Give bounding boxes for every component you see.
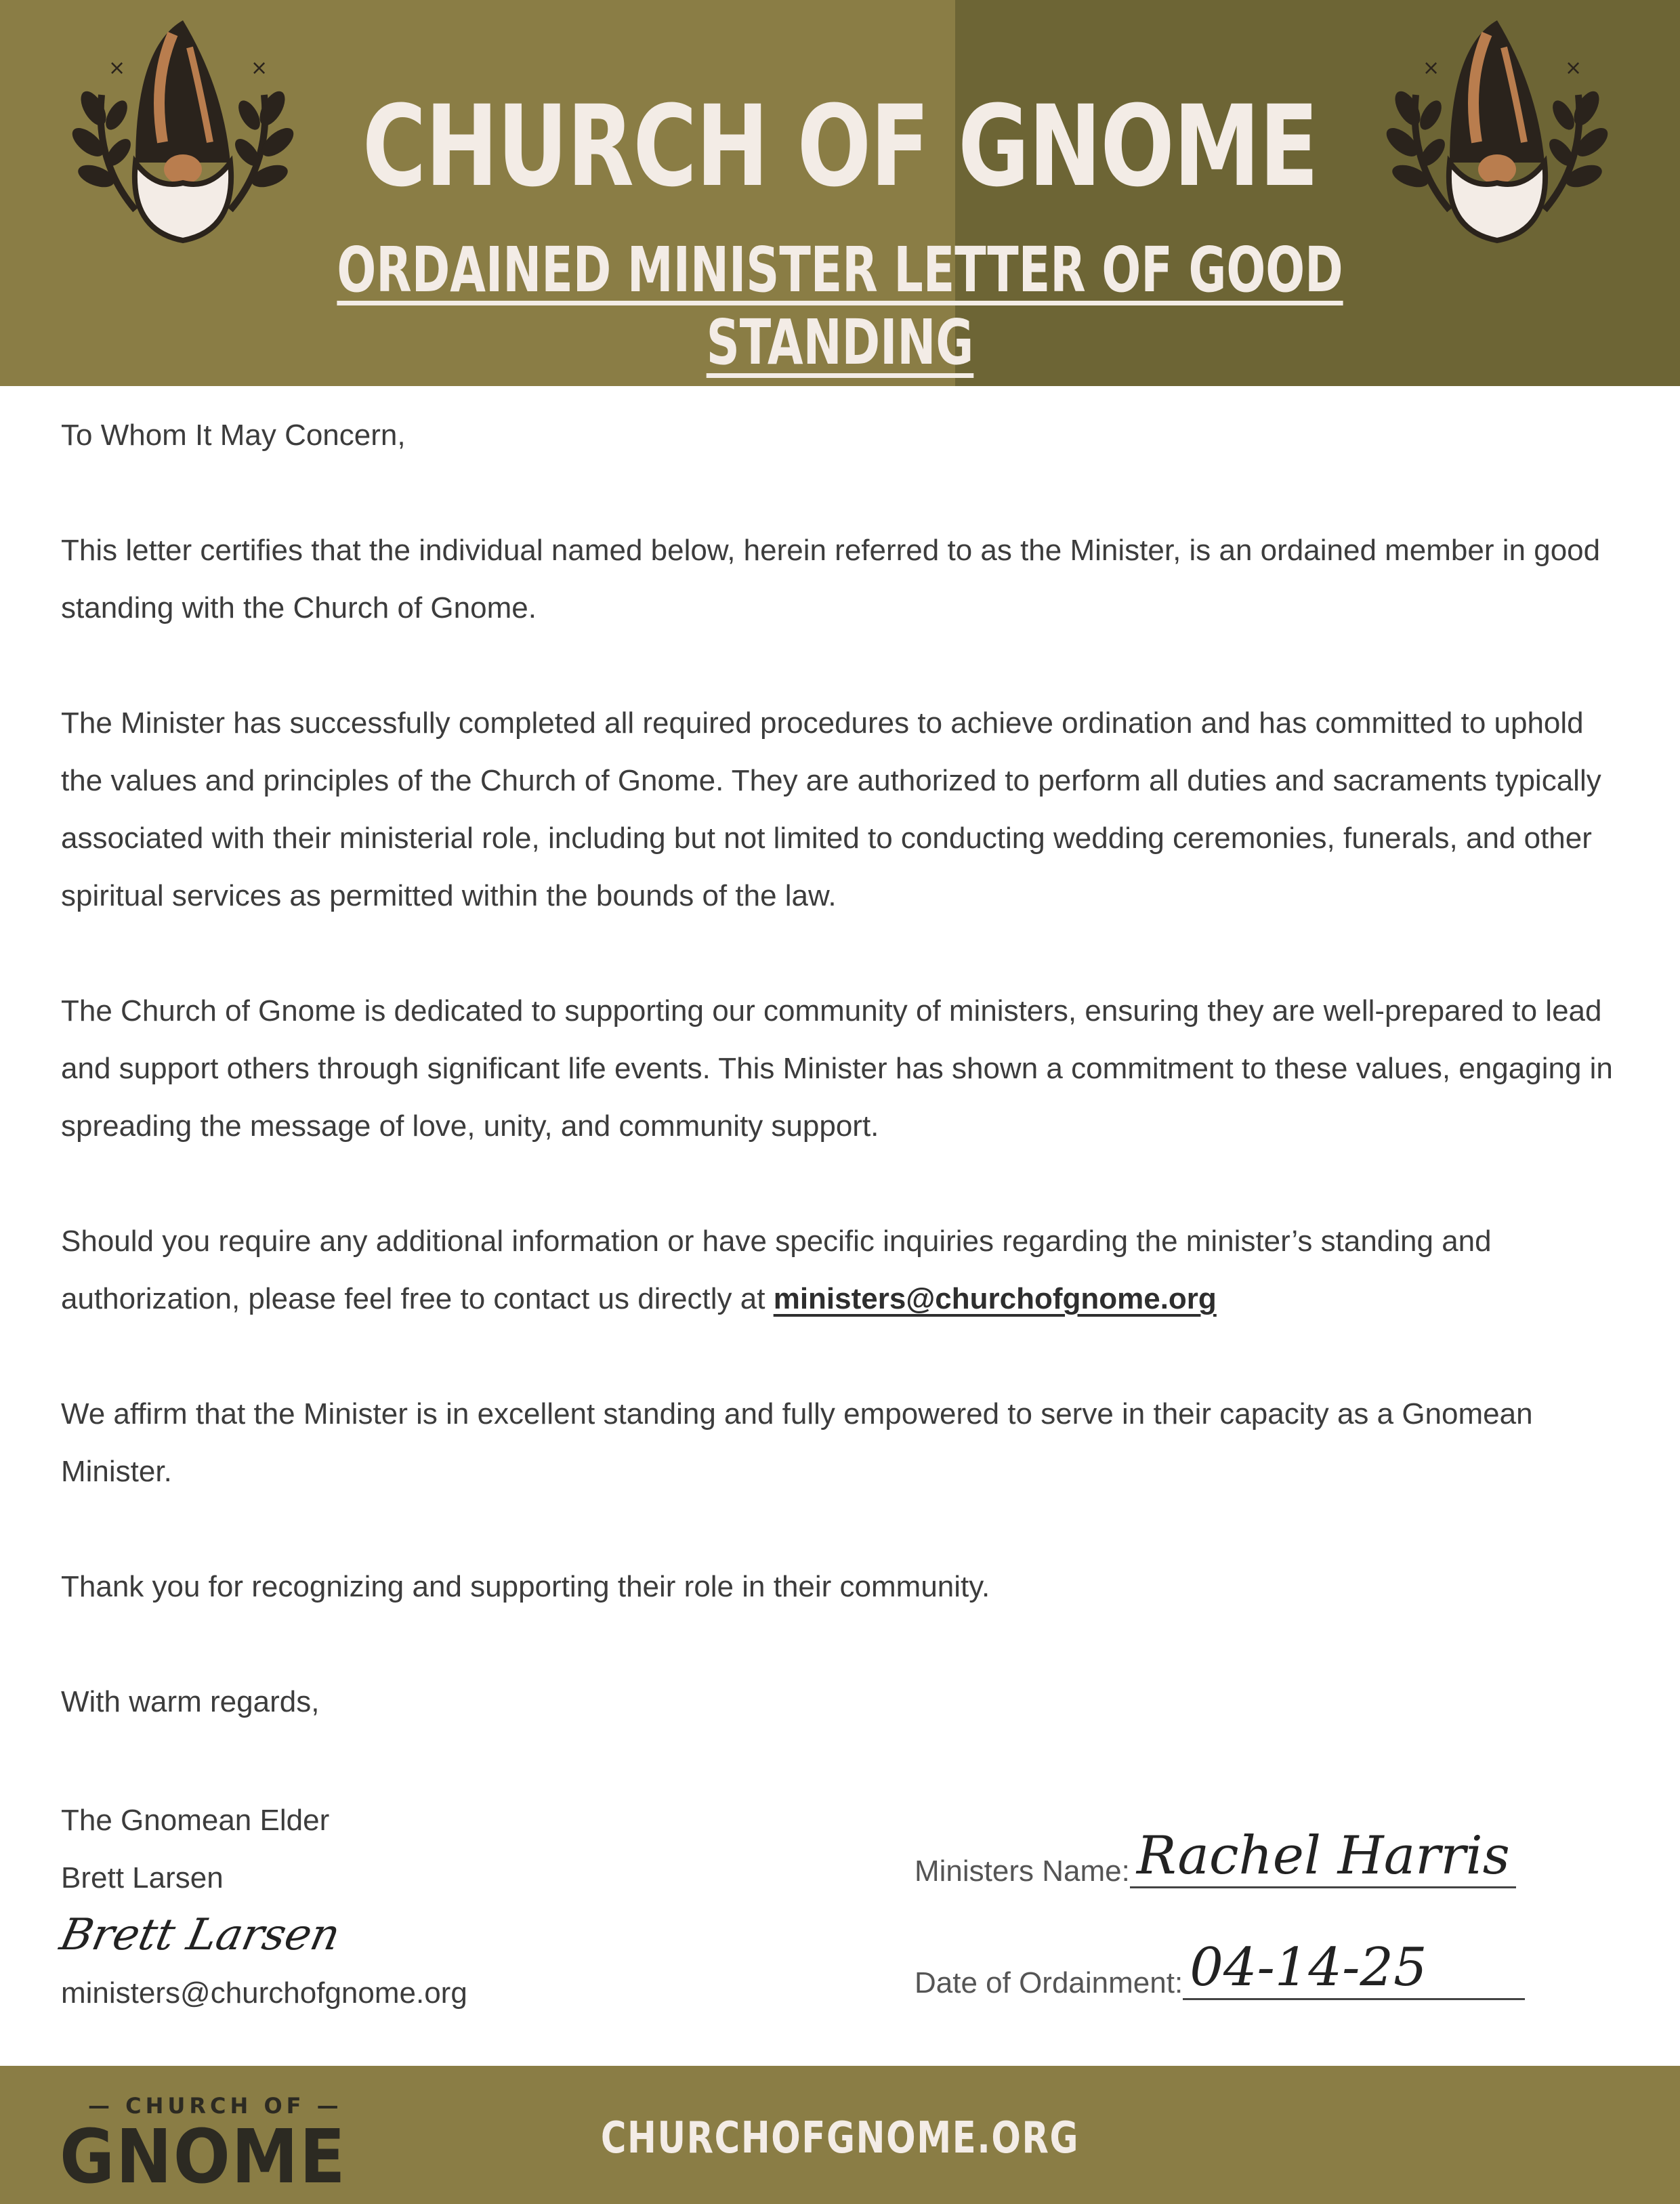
page-title: CHURCH OF GNOME [362,81,1318,211]
letter-body [61,406,1619,1788]
contact-email-link[interactable]: ministers@churchofgnome.org [773,1282,1217,1315]
paragraph-community: The Church of Gnome is dedicated to supporting our community of ministers, ensuring they are well-prepared to lead and support others through significant life events. This Minister has shown a commitment to these values, engaging in spreading the message of love, unity, and community support. [61,994,1613,1143]
salutation: To Whom It May Concern, [61,419,406,452]
paragraph-affirmation: We affirm that the Minister is in excellent standing and fully empowered to serve in their capacity as a Gnomean Minister. [61,1397,1533,1488]
page-subtitle: ORDAINED MINISTER LETTER OF GOOD STANDING [337,234,1343,379]
ordainment-date-line [1183,1937,1525,2000]
minister-name-value: Rachel Harris [1136,1825,1510,1886]
minister-name-field [915,1825,1516,1888]
paragraph-certification: This letter certifies that the individual named below, herein referred to as the Minister, is an ordained member in good standing with the Church of Gnome. [61,534,1601,624]
paragraph-contact [61,1212,1619,1328]
paragraph-authorization: The Minister has successfully completed all required procedures to achieve ordination and has committed to uphold the values and principles of the Church of Gnome. They are authorized to perform all duties and sacraments typically associated with their ministerial role, including but not limited to conducting wedding ceremonies, funerals, and other spiritual services as permitted within the bounds of the law. [61,706,1601,912]
ordainment-date-value: 04-14-25 [1190,1937,1427,1998]
contact-text: Should you require any additional information or have specific inquiries regarding the minister’s standing and authorization, please feel free to contact us directly at [61,1225,1492,1315]
ordainment-date-label: Date of Ordainment: [915,1966,1183,1999]
minister-name-label: Ministers Name: [915,1855,1130,1888]
page-footer [0,2066,1680,2204]
closing: With warm regards, [61,1685,320,1718]
footer-logo-small-text: — CHURCH OF — [88,2093,343,2119]
signatory-title: The Gnomean Elder [61,1804,330,1837]
signatory-block [56,1792,467,2022]
footer-website-link[interactable]: CHURCHOFGNOME.ORG [600,2113,1080,2163]
signatory-name: Brett Larsen [61,1861,224,1894]
paragraph-thanks: Thank you for recognizing and supporting their role in their community. [61,1570,990,1603]
signatory-signature: Brett Larsen [56,1910,345,1960]
ordainment-date-field [915,1937,1525,2000]
letterhead [0,0,1680,386]
minister-name-line [1130,1825,1516,1888]
signatory-email: ministers@churchofgnome.org [61,1976,467,2010]
footer-logo: GNOME [60,2113,347,2200]
